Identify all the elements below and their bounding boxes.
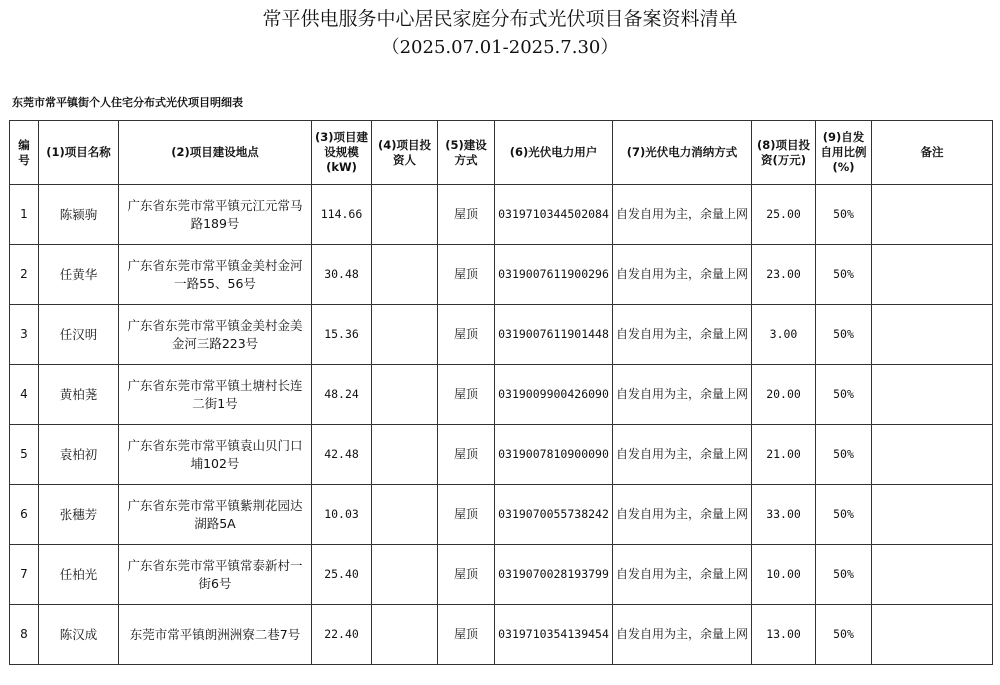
table-row [10, 305, 993, 365]
project-investor [372, 605, 438, 665]
construction-method: 屋顶 [438, 305, 495, 365]
construction-method: 屋顶 [438, 485, 495, 545]
table-row [10, 365, 993, 425]
remark [872, 365, 993, 425]
power-user-id: 0319007611901448 [495, 305, 613, 365]
project-site: 广东省东莞市常平镇金美村金河一路55、56号 [119, 245, 312, 305]
table-row [10, 605, 993, 665]
header-remark: 备注 [872, 121, 993, 185]
self-use-ratio: 50% [816, 485, 872, 545]
project-site: 广东省东莞市常平镇土塘村长连二街1号 [119, 365, 312, 425]
header-investment: (8)项目投资(万元) [752, 121, 816, 185]
power-user-id: 0319070055738242 [495, 485, 613, 545]
header-no: 编号 [10, 121, 39, 185]
header-ratio: (9)自发自用比例(%) [816, 121, 872, 185]
project-scale: 25.40 [312, 545, 372, 605]
project-investor [372, 245, 438, 305]
project-scale: 114.66 [312, 185, 372, 245]
construction-method: 屋顶 [438, 245, 495, 305]
project-name: 袁柏初 [39, 425, 119, 485]
row-number: 8 [10, 605, 39, 665]
document-title: 常平供电服务中心居民家庭分布式光伏项目备案资料清单 [262, 8, 738, 30]
project-investment: 21.00 [752, 425, 816, 485]
row-number: 2 [10, 245, 39, 305]
project-investment: 3.00 [752, 305, 816, 365]
self-use-ratio: 50% [816, 545, 872, 605]
remark [872, 305, 993, 365]
project-investment: 13.00 [752, 605, 816, 665]
project-scale: 22.40 [312, 605, 372, 665]
project-scale: 15.36 [312, 305, 372, 365]
power-user-id: 0319070028193799 [495, 545, 613, 605]
self-use-ratio: 50% [816, 305, 872, 365]
row-number: 3 [10, 305, 39, 365]
project-investment: 25.00 [752, 185, 816, 245]
remark [872, 425, 993, 485]
construction-method: 屋顶 [438, 605, 495, 665]
project-investor [372, 425, 438, 485]
project-investment: 20.00 [752, 365, 816, 425]
project-name: 张穗芳 [39, 485, 119, 545]
project-scale: 30.48 [312, 245, 372, 305]
project-table [9, 120, 993, 665]
project-site: 广东省东莞市常平镇金美村金美金河三路223号 [119, 305, 312, 365]
power-user-id: 0319007611900296 [495, 245, 613, 305]
consumption-method: 自发自用为主，余量上网 [613, 305, 752, 365]
table-row [10, 185, 993, 245]
project-scale: 48.24 [312, 365, 372, 425]
power-user-id: 0319710354139454 [495, 605, 613, 665]
construction-method: 屋顶 [438, 365, 495, 425]
project-site: 广东省东莞市常平镇元江元常马路189号 [119, 185, 312, 245]
self-use-ratio: 50% [816, 185, 872, 245]
table-row [10, 425, 993, 485]
header-site: (2)项目建设地点 [119, 121, 312, 185]
row-number: 7 [10, 545, 39, 605]
consumption-method: 自发自用为主，余量上网 [613, 425, 752, 485]
remark [872, 245, 993, 305]
project-investor [372, 545, 438, 605]
project-site: 广东省东莞市常平镇袁山贝门口埔102号 [119, 425, 312, 485]
self-use-ratio: 50% [816, 425, 872, 485]
project-name: 陈汉成 [39, 605, 119, 665]
project-site: 广东省东莞市常平镇常泰新村一街6号 [119, 545, 312, 605]
remark [872, 605, 993, 665]
header-method: (5)建设方式 [438, 121, 495, 185]
header-user: (6)光伏电力用户 [495, 121, 613, 185]
project-scale: 42.48 [312, 425, 372, 485]
table-row [10, 545, 993, 605]
row-number: 1 [10, 185, 39, 245]
header-name: (1)项目名称 [39, 121, 119, 185]
header-consumption: (7)光伏电力消纳方式 [613, 121, 752, 185]
project-investor [372, 185, 438, 245]
self-use-ratio: 50% [816, 365, 872, 425]
consumption-method: 自发自用为主，余量上网 [613, 185, 752, 245]
remark [872, 185, 993, 245]
table-header-row [10, 121, 993, 185]
project-investor [372, 365, 438, 425]
project-site: 东莞市常平镇朗洲洲寮二巷7号 [119, 605, 312, 665]
consumption-method: 自发自用为主，余量上网 [613, 245, 752, 305]
project-name: 任汉明 [39, 305, 119, 365]
self-use-ratio: 50% [816, 245, 872, 305]
table-row [10, 245, 993, 305]
project-investment: 23.00 [752, 245, 816, 305]
remark [872, 545, 993, 605]
table-caption: 东莞市常平镇街个人住宅分布式光伏项目明细表 [12, 96, 243, 109]
construction-method: 屋顶 [438, 425, 495, 485]
header-investor: (4)项目投资人 [372, 121, 438, 185]
row-number: 6 [10, 485, 39, 545]
project-name: 任黄华 [39, 245, 119, 305]
consumption-method: 自发自用为主，余量上网 [613, 365, 752, 425]
consumption-method: 自发自用为主，余量上网 [613, 485, 752, 545]
construction-method: 屋顶 [438, 185, 495, 245]
row-number: 5 [10, 425, 39, 485]
power-user-id: 0319710344502084 [495, 185, 613, 245]
power-user-id: 0319009900426090 [495, 365, 613, 425]
project-investor [372, 485, 438, 545]
project-site: 广东省东莞市常平镇紫荆花园达湖路5A [119, 485, 312, 545]
project-name: 任柏光 [39, 545, 119, 605]
project-name: 黄柏荛 [39, 365, 119, 425]
project-investor [372, 305, 438, 365]
consumption-method: 自发自用为主，余量上网 [613, 605, 752, 665]
consumption-method: 自发自用为主，余量上网 [613, 545, 752, 605]
construction-method: 屋顶 [438, 545, 495, 605]
table-row [10, 485, 993, 545]
project-scale: 10.03 [312, 485, 372, 545]
row-number: 4 [10, 365, 39, 425]
project-investment: 33.00 [752, 485, 816, 545]
project-investment: 10.00 [752, 545, 816, 605]
document-date-range: （2025.07.01-2025.7.30） [381, 37, 619, 58]
project-name: 陈颍驹 [39, 185, 119, 245]
remark [872, 485, 993, 545]
self-use-ratio: 50% [816, 605, 872, 665]
header-scale: (3)项目建设规模(kW) [312, 121, 372, 185]
power-user-id: 0319007810900090 [495, 425, 613, 485]
